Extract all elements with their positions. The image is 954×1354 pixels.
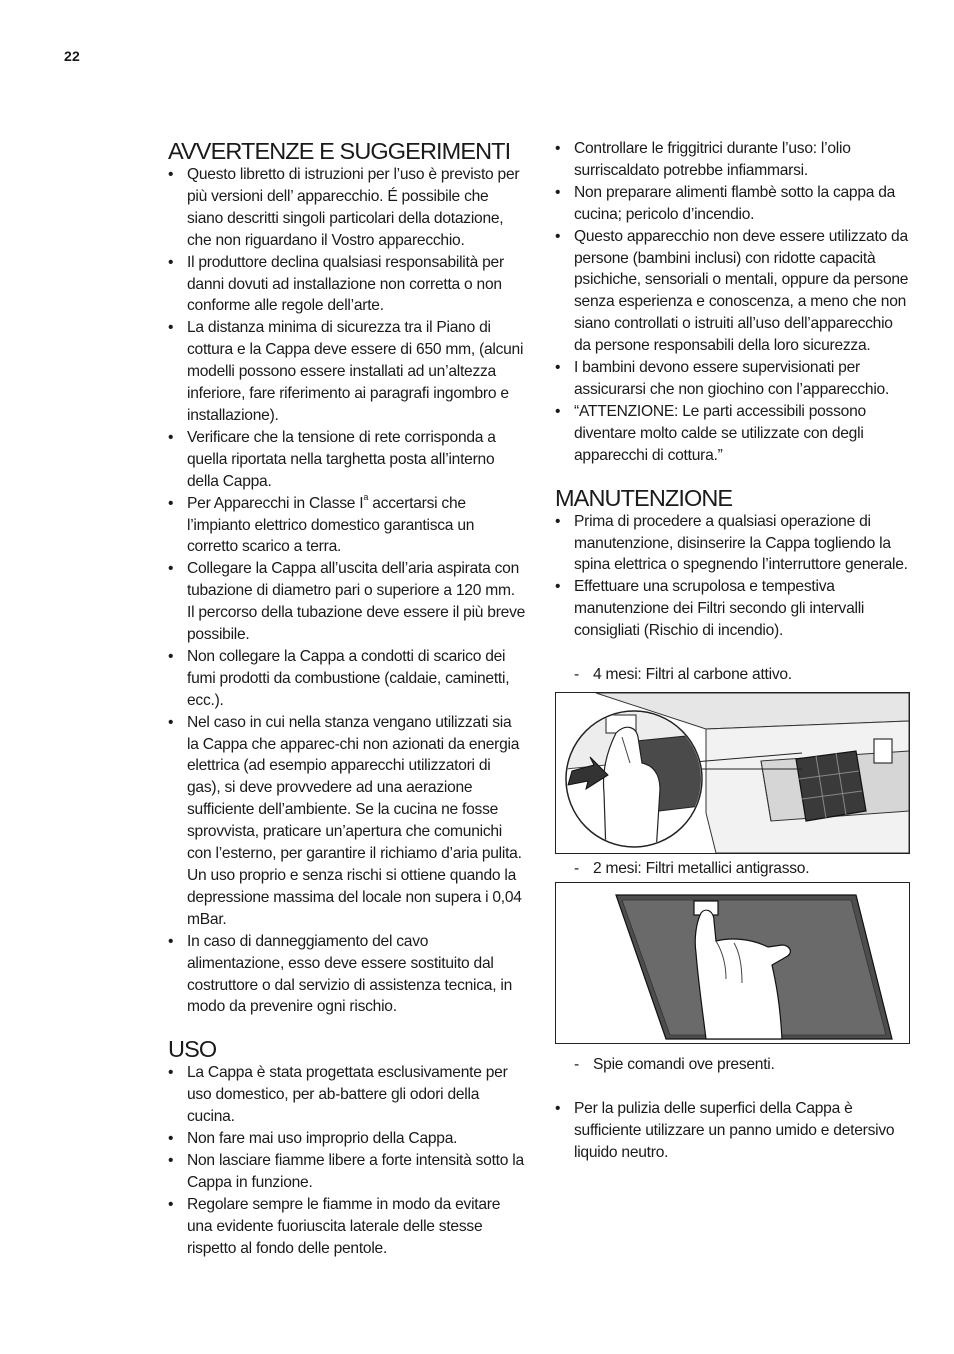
dash-item-carbon: - 4 mesi: Filtri al carbone attivo. xyxy=(555,664,913,686)
dash-item-lights: - Spie comandi ove presenti. xyxy=(555,1054,913,1076)
list-item: • I bambini devono essere supervisionati per assicurarsi che non giochino con l’apparecchio. xyxy=(555,357,913,401)
section-title-uso: USO xyxy=(168,1036,217,1063)
carbon-filter-illustration xyxy=(555,692,910,854)
list-item: • Nel caso in cui nella stanza vengano utilizzati sia la Cappa che apparec-chi non azionati da energia elettrica (ad esempio apparecchi utilizzatori di gas), si deve provvedere ad una aerazione sufficiente dell’ambiente. Se la cucina ne fosse sprovvista, praticare un’apertura che comunichi con l’esterno, per garantire il richiamo d’aria pulita. Un uso proprio e senza rischi si ottiene quando la depressione massima del locale non supera i 0,04 mBar. xyxy=(168,712,526,931)
list-item: • Il produttore declina qualsiasi responsabilità per danni dovuti ad installazione non corretta o non conforme alle regole dell’arte. xyxy=(168,252,526,318)
dash-item-metal: - 2 mesi: Filtri metallici antigrasso. xyxy=(555,858,913,880)
maintenance-list xyxy=(555,511,913,642)
cleaning-list xyxy=(555,1098,913,1164)
list-item: • Questo libretto di istruzioni per l’uso è previsto per più versioni dell’ apparecchio. É possibile che siano descritti singoli particolari della dotazione, che non riguardano il Vostro apparecchio. xyxy=(168,164,526,252)
list-item: • Effettuare una scrupolosa e tempestiva manutenzione dei Filtri secondo gli intervalli consigliati (Rischio di incendio). xyxy=(555,576,913,642)
section-title-warnings: AVVERTENZE E SUGGERIMENTI xyxy=(168,138,511,164)
list-item: • La Cappa è stata progettata esclusivamente per uso domestico, per ab-battere gli odori della cucina. xyxy=(168,1062,526,1128)
carbon-filter-drawing xyxy=(556,693,909,853)
list-item: • Per la pulizia delle superfici della Cappa è sufficiente utilizzare un panno umido e detersivo liquido neutro. xyxy=(555,1098,913,1164)
list-item: • Collegare la Cappa all’uscita dell’aria aspirata con tubazione di diametro pari o superiore a 120 mm. Il percorso della tubazione deve essere il più breve possibile. xyxy=(168,558,526,646)
metal-filter-illustration xyxy=(555,882,910,1044)
list-item: • Regolare sempre le fiamme in modo da evitare una evidente fuoriuscita laterale delle stesse rispetto al fondo delle pentole. xyxy=(168,1194,526,1260)
list-item: • Non lasciare fiamme libere a forte intensità sotto la Cappa in funzione. xyxy=(168,1150,526,1194)
warnings-list xyxy=(168,164,526,1018)
section-title-maintenance: MANUTENZIONE xyxy=(555,484,733,511)
list-item: • Verificare che la tensione di rete corrisponda a quella riportata nella targhetta posta all’interno della Cappa. xyxy=(168,427,526,493)
right-column xyxy=(555,138,913,1163)
class-prefix: Per Apparecchi in Classe I xyxy=(187,494,364,512)
class-superscript: a xyxy=(363,491,369,502)
page-number: 22 xyxy=(64,48,80,64)
list-item: • La distanza minima di sicurezza tra il Piano di cottura e la Cappa deve essere di 650 mm, (alcuni modelli possono essere installati ad un’altezza inferiore, fare riferimento ai paragrafi ingombro e installazione). xyxy=(168,317,526,427)
left-column xyxy=(168,138,526,1260)
metal-filter-drawing xyxy=(556,883,909,1043)
list-item: • “ATTENZIONE: Le parti accessibili possono diventare molto calde se utilizzate con degli apparecchi di cottura.” xyxy=(555,401,913,467)
list-item: • Prima di procedere a qualsiasi operazione di manutenzione, disinserire la Cappa togliendo la spina elettrica o spegnendo l’interruttore generale. xyxy=(555,511,913,577)
list-item: • Non preparare alimenti flambè sotto la cappa da cucina; pericolo d’incendio. xyxy=(555,182,913,226)
list-item: • In caso di danneggiamento del cavo alimentazione, esso deve essere sostituito dal costruttore o dal servizio di assistenza tecnica, in modo da prevenire ogni rischio. xyxy=(168,931,526,1019)
warnings-list-continued xyxy=(555,138,913,467)
class-item-text: accertarsi che l’impianto elettrico domestico garantisca un corretto scarico a terra. xyxy=(187,494,475,556)
list-item: • Non fare mai uso improprio della Cappa. xyxy=(168,1128,526,1150)
list-item xyxy=(168,493,526,559)
list-item: • Questo apparecchio non deve essere utilizzato da persone (bambini inclusi) con ridotte capacità psichiche, sensoriali o mentali, oppure da persone senza esperienza e conoscenza, a meno che non siano controllati o istruiti all’uso dell’apparecchio da persone responsabili della loro sicurezza. xyxy=(555,226,913,357)
uso-list xyxy=(168,1062,526,1259)
list-item: • Controllare le friggitrici durante l’uso: l’olio surriscaldato potrebbe infiammarsi. xyxy=(555,138,913,182)
list-item: • Non collegare la Cappa a condotti di scarico dei fumi prodotti da combustione (caldaie, caminetti, ecc.). xyxy=(168,646,526,712)
